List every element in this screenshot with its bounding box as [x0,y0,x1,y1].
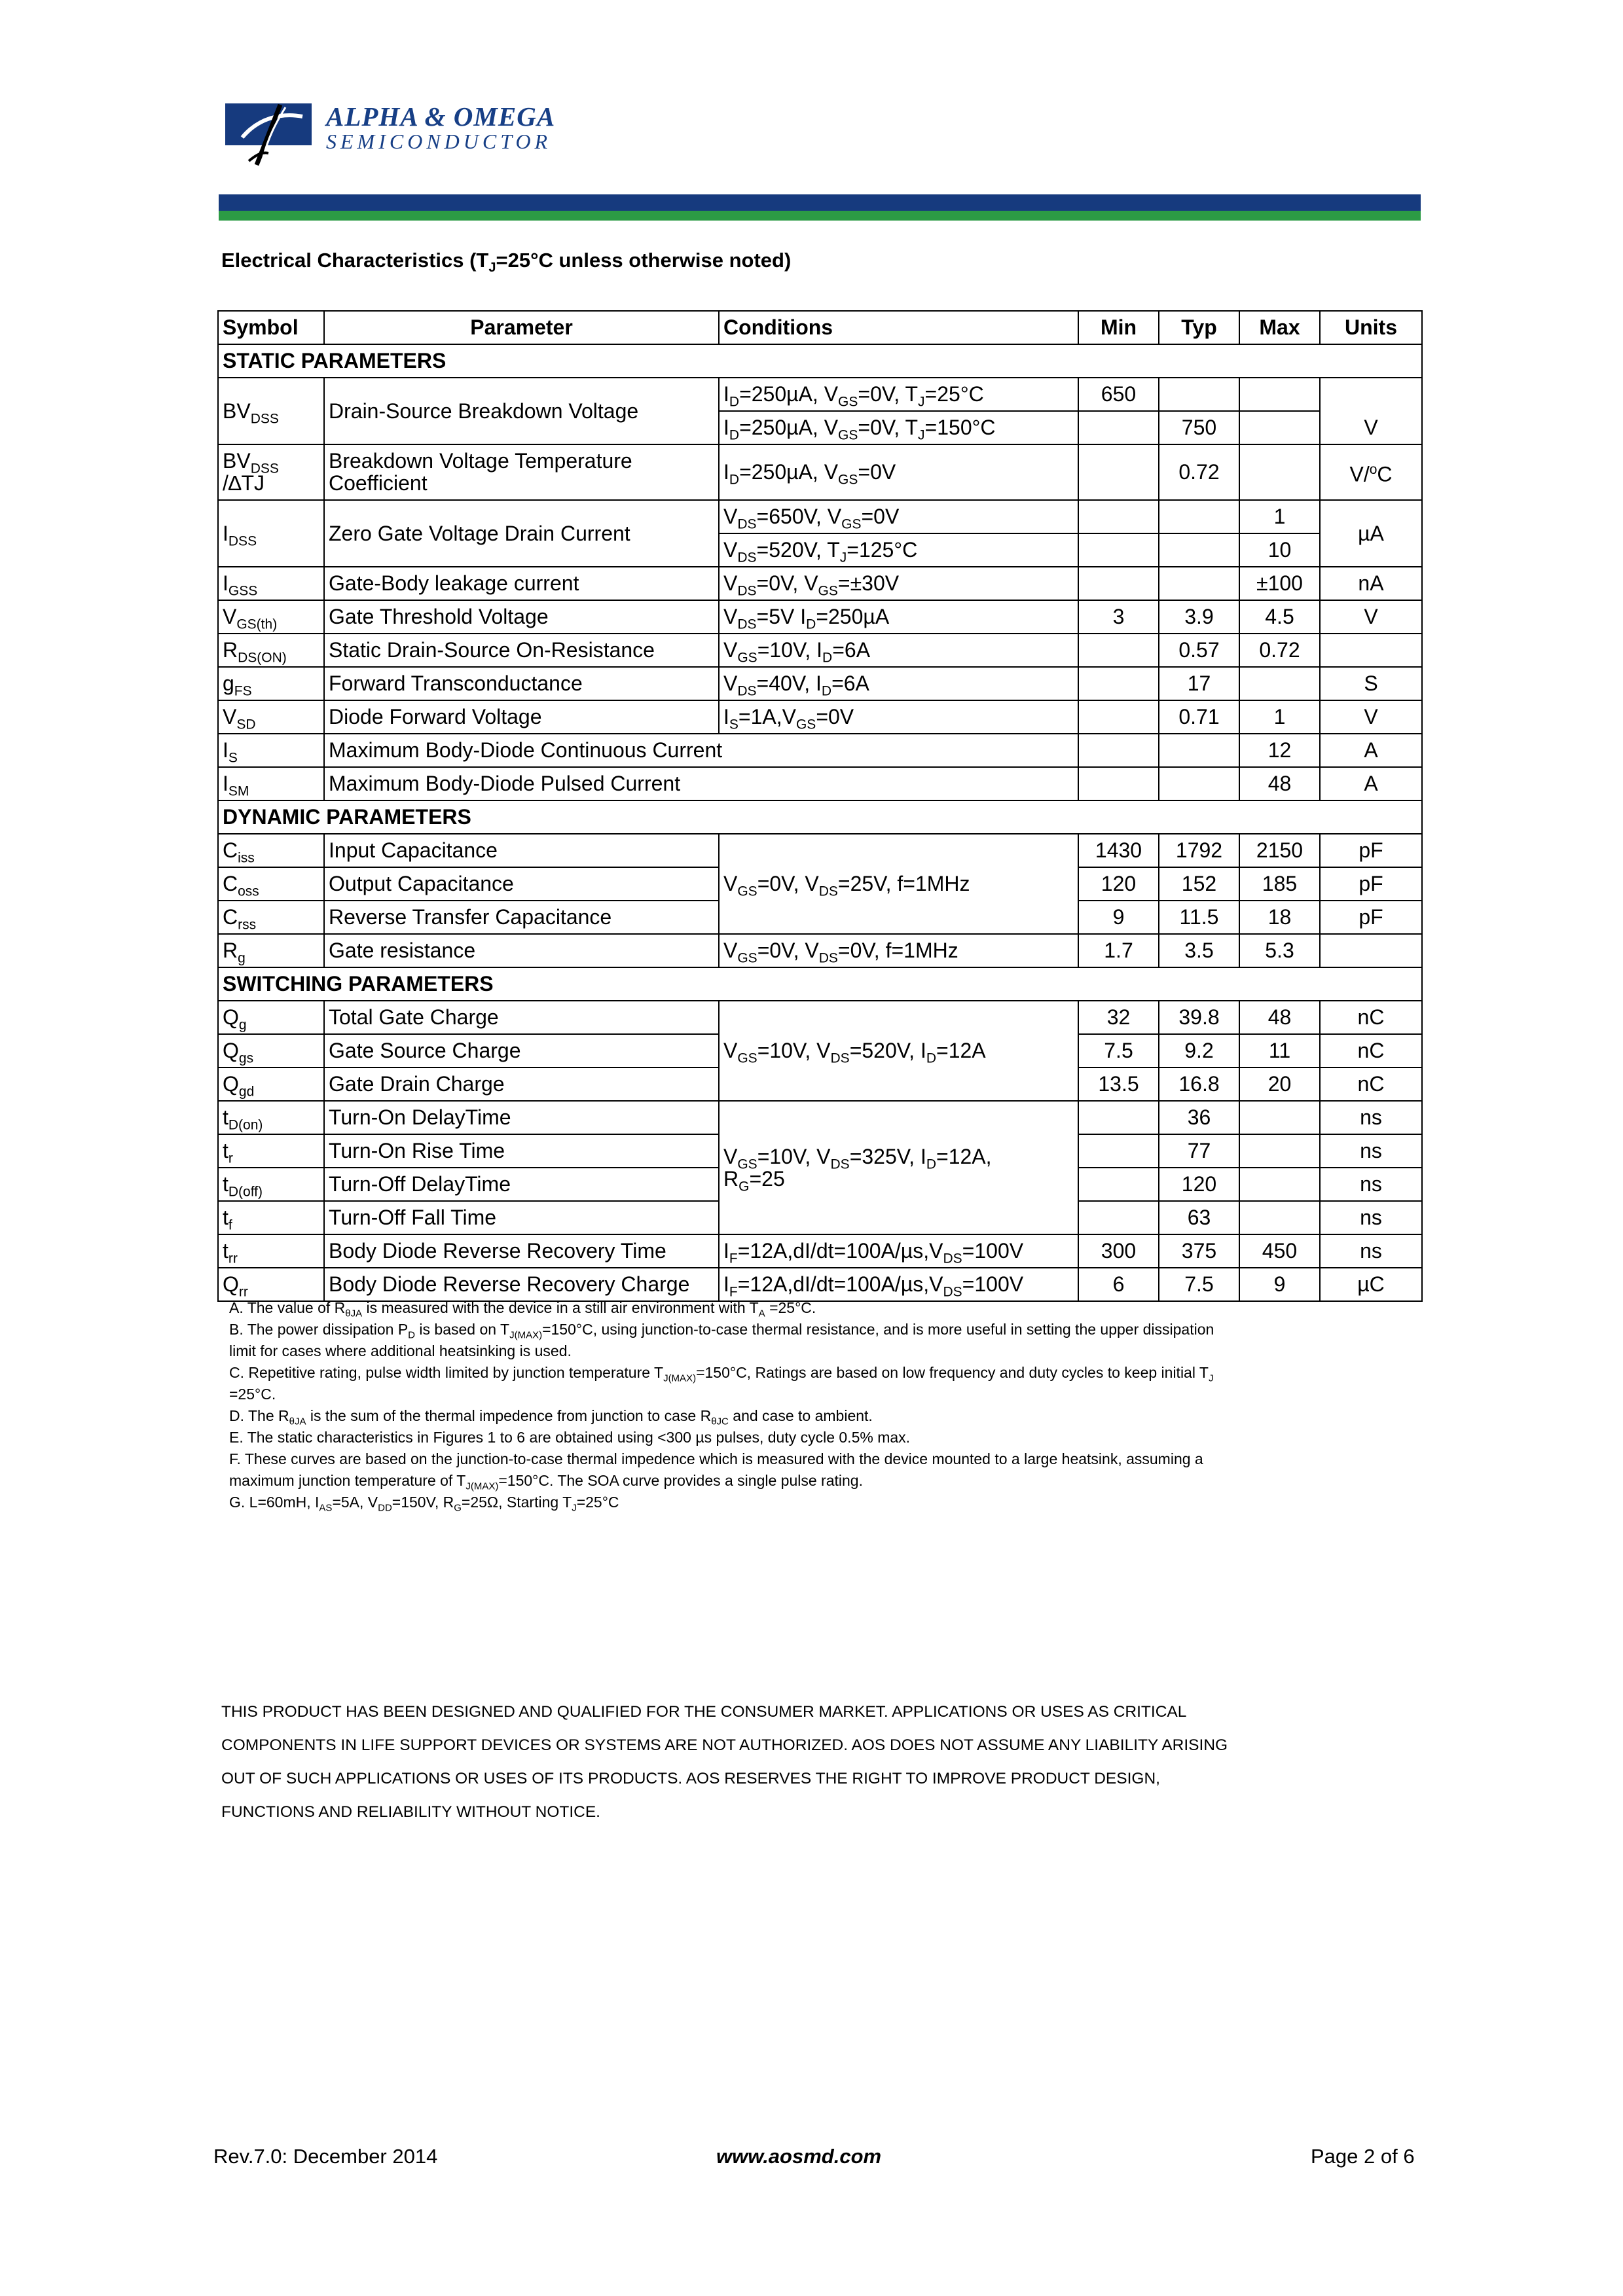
typ-cell: 3.5 [1159,934,1239,967]
typ-cell: 77 [1159,1134,1239,1168]
min-cell [1078,700,1159,734]
symbol-cell: $I_{DSS}$ [218,500,324,567]
parameter-cell: Static Drain-Source On-Resistance [324,634,719,667]
units-cell: V/$^o$C [1320,444,1422,500]
conditions-cell: $I_D=250\mu A$, $V_{GS}=0V$, $T_J=150^\circ C$ [719,411,1078,444]
typ-cell [1159,734,1239,767]
min-cell [1078,634,1159,667]
note-c: C. Repetitive rating, pulse width limited by junction temperature $T_{J(MAX)}=150^\circ C$, Ratings are based on low frequency and duty cycles to keep initial $T_J$ =25°C. [229,1364,1214,1403]
aos-logo-icon [223,98,321,170]
conditions-cell: $I_S=1A,V_{GS}=0V$ [719,700,1078,734]
table-row [218,734,1422,767]
max-cell: 20 [1239,1067,1320,1101]
min-cell [1078,533,1159,567]
conditions-cell: $V_{GS}=10V$, $V_{DS}=325V$, $I_D=12A$, $R_G=25$ [719,1101,1078,1234]
typ-cell: 750 [1159,411,1239,444]
table-row [218,1101,1422,1134]
note-a: A. The value of $R_{\theta JA}$ is measured with the device in a still air environment with $T_A =25^\circ C$. [229,1299,816,1319]
min-cell: 120 [1078,867,1159,901]
parameter-cell: Gate Drain Charge [324,1067,719,1101]
symbol-cell: $V_{GS(th)}$ [218,600,324,634]
max-cell: 11 [1239,1034,1320,1067]
disclaimer-line: COMPONENTS IN LIFE SUPPORT DEVICES OR SYSTEMS ARE NOT AUTHORIZED. AOS DOES NOT ASSUME ANY LIABILITY ARISING [221,1736,1228,1754]
max-cell: 18 [1239,901,1320,934]
max-cell: 12 [1239,734,1320,767]
typ-cell: 7.5 [1159,1268,1239,1301]
max-cell: 9 [1239,1268,1320,1301]
section-dynamic: DYNAMIC PARAMETERS [218,800,1422,834]
max-cell: 5.3 [1239,934,1320,967]
table-row [218,767,1422,800]
parameter-cell: Body Diode Reverse Recovery Time [324,1234,719,1268]
typ-cell: 11.5 [1159,901,1239,934]
typ-cell: 16.8 [1159,1067,1239,1101]
company-subtitle: SEMICONDUCTOR [326,130,552,153]
note-g: G. L=60mH, $I_{AS}=5A$, $V_{DD}=150V$, $R_G=25\Omega$, Starting $T_J=25^\circ C$ [229,1494,619,1514]
max-cell: 1 [1239,700,1320,734]
note-b: B. The power dissipation $P_D$ is based on $T_{J(MAX)}=150^\circ C$, using junction-to-case thermal resistance, and is more useful in setting the upper dissipation limit for cases where additional heatsinking is used. [229,1321,1214,1359]
conditions-cell: $V_{DS}=0V$, $V_{GS}=\pm 30V$ [719,567,1078,600]
symbol-cell: $t_r$ [218,1134,324,1168]
parameter-cell: Reverse Transfer Capacitance [324,901,719,934]
symbol-cell: $Q_{gs}$ [218,1034,324,1067]
min-cell: 32 [1078,1001,1159,1034]
units-cell: ns [1320,1234,1422,1268]
typ-cell: 375 [1159,1234,1239,1268]
header-bar-blue [219,194,1421,211]
symbol-cell: $R_g$ [218,934,324,967]
parameter-cell: Turn-On DelayTime [324,1101,719,1134]
min-cell [1078,567,1159,600]
parameter-cell: Breakdown Voltage Temperature Coefficient [324,444,719,500]
symbol-cell: $Q_{rr}$ [218,1268,324,1301]
conditions-cell: $I_F=12A,dI/dt=100A/\mu s,V_{DS}=100V$ [719,1268,1078,1301]
footnotes [229,1297,1414,1513]
symbol-cell: $V_{SD}$ [218,700,324,734]
company-logo [223,98,589,170]
min-cell [1078,667,1159,700]
min-cell [1078,1201,1159,1234]
parameter-cell: Zero Gate Voltage Drain Current [324,500,719,567]
max-cell: 48 [1239,767,1320,800]
disclaimer-line: OUT OF SUCH APPLICATIONS OR USES OF ITS PRODUCTS. AOS RESERVES THE RIGHT TO IMPROVE PRODUCT DESIGN, [221,1770,1160,1787]
max-cell: 450 [1239,1234,1320,1268]
typ-cell: 0.57 [1159,634,1239,667]
max-cell: 1 [1239,500,1320,533]
conditions-cell: $I_D=250\mu A$, $V_{GS}=0V$ [719,444,1078,500]
typ-cell [1159,500,1239,533]
max-cell [1239,444,1320,500]
units-cell: pF [1320,867,1422,901]
parameter-cell: Turn-On Rise Time [324,1134,719,1168]
table-row [218,700,1422,734]
min-cell: 300 [1078,1234,1159,1268]
table-row [218,600,1422,634]
footer-website-link[interactable]: www.aosmd.com [716,2145,882,2168]
parameter-cell: Forward Transconductance [324,667,719,700]
parameter-cell: Input Capacitance [324,834,719,867]
table-row [218,1268,1422,1301]
symbol-cell: $I_{SM}$ [218,767,324,800]
header-typ: Typ [1159,311,1239,344]
max-cell [1239,1168,1320,1201]
units-cell: pF [1320,834,1422,867]
typ-cell: 39.8 [1159,1001,1239,1034]
units-cell: pF [1320,901,1422,934]
units-cell: ns [1320,1134,1422,1168]
min-cell [1078,444,1159,500]
header-symbol: Symbol [218,311,324,344]
parameter-cell: Diode Forward Voltage [324,700,719,734]
section-row [218,344,1422,378]
max-cell: 0.72 [1239,634,1320,667]
conditions-cell: $I_D=250\mu A$, $V_{GS}=0V$, $T_J=25^\circ C$ [719,378,1078,411]
max-cell: 4.5 [1239,600,1320,634]
typ-cell: 36 [1159,1101,1239,1134]
min-cell [1078,1168,1159,1201]
header-max: Max [1239,311,1320,344]
header-parameter: Parameter [324,311,719,344]
footer-revision: Rev.7.0: December 2014 [213,2145,438,2168]
typ-cell [1159,767,1239,800]
header-min: Min [1078,311,1159,344]
units-cell: ns [1320,1101,1422,1134]
table-row [218,834,1422,867]
conditions-cell: $V_{DS}=5V$ $I_D=250\mu A$ [719,600,1078,634]
min-cell [1078,1134,1159,1168]
symbol-cell: $R_{DS(ON)}$ [218,634,324,667]
units-cell [1320,934,1422,967]
units-cell: nC [1320,1067,1422,1101]
table-row [218,1001,1422,1034]
min-cell [1078,1101,1159,1134]
conditions-cell: $V_{GS}=0V$, $V_{DS}=0V$, f=1MHz [719,934,1078,967]
min-cell [1078,767,1159,800]
units-cell: µC [1320,1268,1422,1301]
symbol-cell: $C_{rss}$ [218,901,324,934]
min-cell [1078,734,1159,767]
table-header-row [218,311,1422,344]
min-cell: 9 [1078,901,1159,934]
section-title: Electrical Characteristics ($T_J=25^\circ C$ unless otherwise noted) [221,249,792,276]
conditions-cell: $I_F=12A,dI/dt=100A/\mu s,V_{DS}=100V$ [719,1234,1078,1268]
min-cell: 7.5 [1078,1034,1159,1067]
typ-cell: 63 [1159,1201,1239,1234]
units-cell: µA [1320,500,1422,567]
typ-cell: 0.72 [1159,444,1239,500]
symbol-cell: $C_{oss}$ [218,867,324,901]
symbol-cell: $t_f$ [218,1201,324,1234]
max-cell: ±100 [1239,567,1320,600]
min-cell: 13.5 [1078,1067,1159,1101]
max-cell [1239,411,1320,444]
disclaimer-line: THIS PRODUCT HAS BEEN DESIGNED AND QUALIFIED FOR THE CONSUMER MARKET. APPLICATIONS OR USES AS CRITICAL [221,1703,1187,1721]
symbol-cell: $Q_{gd}$ [218,1067,324,1101]
symbol-cell: $Q_g$ [218,1001,324,1034]
note-f: F. These curves are based on the junction-to-case thermal impedence which is measured with the device mounted to a large heatsink, assuming a maximum junction temperature of $T_{J(MAX)}=150^\circ C$. The SOA curve provides a single pulse rating. [229,1450,1203,1492]
section-row [218,800,1422,834]
symbol-cell: $BV_{DSS}$ /∆TJ [218,444,324,500]
table-row [218,378,1422,411]
typ-cell: 3.9 [1159,600,1239,634]
typ-cell: 9.2 [1159,1034,1239,1067]
section-static: STATIC PARAMETERS [218,344,1422,378]
conditions-cell: $V_{DS}=650V$, $V_{GS}=0V$ [719,500,1078,533]
min-cell: 650 [1078,378,1159,411]
disclaimer-line: FUNCTIONS AND RELIABILITY WITHOUT NOTICE. [221,1803,600,1821]
table-row [218,500,1422,533]
max-cell: 2150 [1239,834,1320,867]
symbol-cell: $t_{D(on)}$ [218,1101,324,1134]
symbol-cell: $g_{FS}$ [218,667,324,700]
parameter-cell: Maximum Body-Diode Pulsed Current [324,767,1078,800]
parameter-cell: Total Gate Charge [324,1001,719,1034]
symbol-cell: $BV_{DSS}$ [218,378,324,444]
min-cell [1078,500,1159,533]
typ-cell [1159,567,1239,600]
symbol-cell: $t_{D(off)}$ [218,1168,324,1201]
max-cell [1239,1101,1320,1134]
typ-cell [1159,533,1239,567]
min-cell: 1430 [1078,834,1159,867]
conditions-cell: $V_{DS}=40V$, $I_D=6A$ [719,667,1078,700]
max-cell: 48 [1239,1001,1320,1034]
units-cell: V [1320,600,1422,634]
units-cell [1320,634,1422,667]
symbol-cell: $C_{iss}$ [218,834,324,867]
units-cell: A [1320,734,1422,767]
units-cell: ns [1320,1201,1422,1234]
units-cell: V [1320,378,1422,444]
units-cell: V [1320,700,1422,734]
conditions-cell: $V_{GS}=10V$, $V_{DS}=520V$, $I_D=12A$ [719,1001,1078,1101]
table-row [218,567,1422,600]
header-conditions: Conditions [719,311,1078,344]
table-row [218,667,1422,700]
parameter-cell: Gate Source Charge [324,1034,719,1067]
disclaimer [221,1695,1432,1829]
section-row [218,967,1422,1001]
conditions-cell: $V_{DS}=520V$, $T_J=125^\circ C$ [719,533,1078,567]
max-cell [1239,378,1320,411]
parameter-cell: Drain-Source Breakdown Voltage [324,378,719,444]
electrical-characteristics-table [217,310,1423,1302]
table-row [218,1234,1422,1268]
parameter-cell: Gate resistance [324,934,719,967]
units-cell: nA [1320,567,1422,600]
header-units: Units [1320,311,1422,344]
max-cell: 10 [1239,533,1320,567]
min-cell: 6 [1078,1268,1159,1301]
note-e: E. The static characteristics in Figures 1 to 6 are obtained using <300 µs pulses, duty cycle 0.5% max. [229,1429,911,1446]
header-bar-green [219,211,1421,221]
max-cell [1239,667,1320,700]
parameter-cell: Gate Threshold Voltage [324,600,719,634]
symbol-cell: $I_{GSS}$ [218,567,324,600]
max-cell [1239,1134,1320,1168]
parameter-cell: Body Diode Reverse Recovery Charge [324,1268,719,1301]
units-cell: nC [1320,1034,1422,1067]
parameter-cell: Turn-Off DelayTime [324,1168,719,1201]
conditions-cell: $V_{GS}=0V$, $V_{DS}=25V$, f=1MHz [719,834,1078,934]
max-cell [1239,1201,1320,1234]
typ-cell: 17 [1159,667,1239,700]
parameter-cell: Turn-Off Fall Time [324,1201,719,1234]
units-cell: ns [1320,1168,1422,1201]
units-cell: S [1320,667,1422,700]
units-cell: A [1320,767,1422,800]
typ-cell: 120 [1159,1168,1239,1201]
max-cell: 185 [1239,867,1320,901]
parameter-cell: Output Capacitance [324,867,719,901]
min-cell: 1.7 [1078,934,1159,967]
units-cell: nC [1320,1001,1422,1034]
table-row [218,444,1422,500]
typ-cell: 152 [1159,867,1239,901]
table-row [218,634,1422,667]
typ-cell [1159,378,1239,411]
min-cell: 3 [1078,600,1159,634]
table-row [218,934,1422,967]
parameter-cell: Maximum Body-Diode Continuous Current [324,734,1078,767]
parameter-cell: Gate-Body leakage current [324,567,719,600]
typ-cell: 1792 [1159,834,1239,867]
conditions-cell: $V_{GS}=10V$, $I_D=6A$ [719,634,1078,667]
note-d: D. The $R_{\theta JA}$ is the sum of the thermal impedence from junction to case $R_{\theta JC}$ and case to ambient. [229,1407,873,1427]
min-cell [1078,411,1159,444]
symbol-cell: $I_S$ [218,734,324,767]
typ-cell: 0.71 [1159,700,1239,734]
symbol-cell: $t_{rr}$ [218,1234,324,1268]
company-name: ALPHA & OMEGA [326,101,556,132]
section-switching: SWITCHING PARAMETERS [218,967,1422,1001]
footer-page-number: Page 2 of 6 [1311,2145,1415,2168]
